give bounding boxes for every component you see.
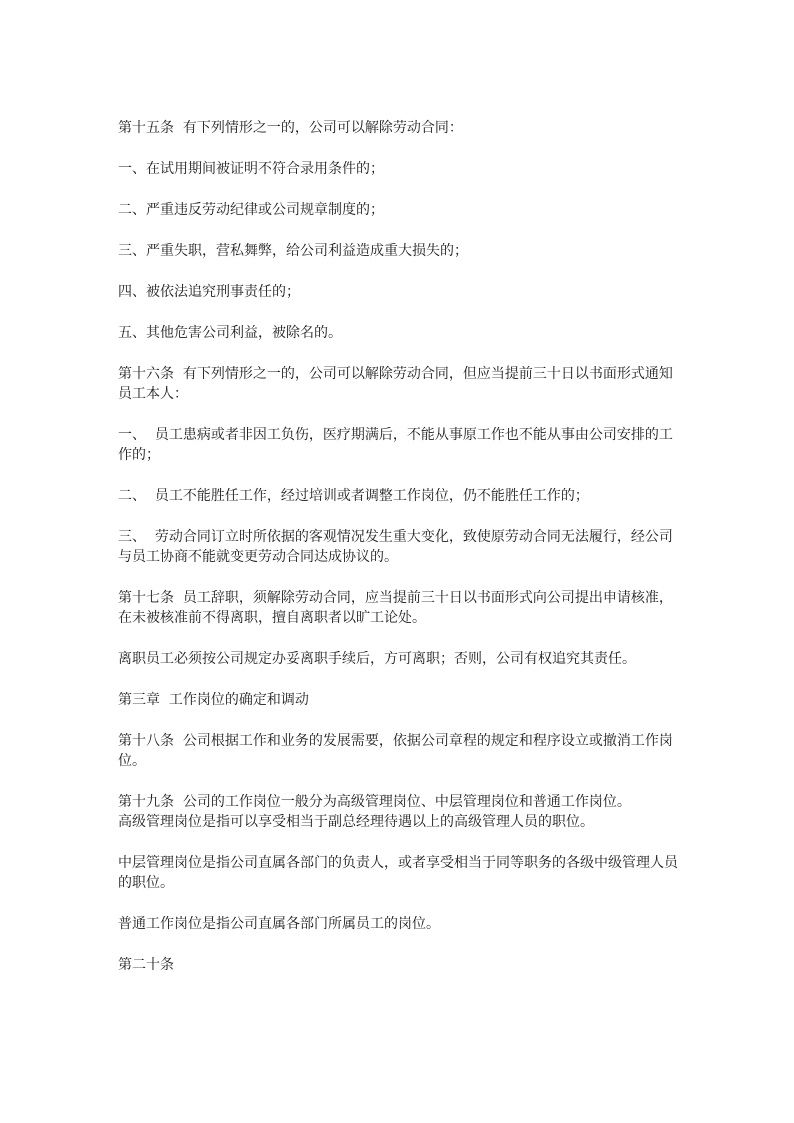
article-17: 第十七条 员工辞职，须解除劳动合同，应当提前三十日以书面形式向公司提出申请核准，在未被核准前不得离职，擅自离职者以旷工论处。 bbox=[118, 590, 673, 626]
article-15-heading: 第十五条 有下列情形之一的，公司可以解除劳动合同： bbox=[118, 120, 463, 136]
article-16-heading: 第十六条 有下列情形之一的，公司可以解除劳动合同，但应当提前三十日以书面形式通知员工本人： bbox=[118, 366, 673, 402]
article-15-item-2: 二、严重违反劳动纪律或公司规章制度的； bbox=[118, 202, 384, 218]
article-16-item-1: 一、 员工患病或者非因工负伤，医疗期满后，不能从事原工作也不能从事由公司安排的工作的； bbox=[118, 427, 673, 463]
article-19: 第十九条 公司的工作岗位一般分为高级管理岗位、中层管理岗位和普通工作岗位。 bbox=[118, 794, 631, 810]
article-18: 第十八条 公司根据工作和业务的发展需要，依据公司章程的规定和程序设立或撤消工作岗位。 bbox=[118, 733, 673, 769]
article-15-item-1: 一、在试用期间被证明不符合录用条件的； bbox=[118, 161, 384, 177]
article-15-item-4: 四、被依法追究刑事责任的； bbox=[118, 284, 300, 300]
chapter-3-title: 第三章 工作岗位的确定和调动 bbox=[118, 692, 309, 708]
senior-management-definition: 高级管理岗位是指可以享受相当于副总经理待遇以上的高级管理人员的职位。 bbox=[118, 814, 594, 830]
article-20-heading: 第二十条 bbox=[118, 957, 174, 973]
general-position-definition: 普通工作岗位是指公司直属各部门所属员工的岗位。 bbox=[118, 916, 440, 932]
middle-management-definition: 中层管理岗位是指公司直属各部门的负责人，或者享受相当于同等职务的各级中级管理人员的职位。 bbox=[118, 855, 678, 891]
resignation-procedure: 离职员工必须按公司规定办妥离职手续后，方可离职；否则，公司有权追究其责任。 bbox=[118, 651, 636, 667]
document-page bbox=[118, 118, 680, 996]
article-15-item-5: 五、其他危害公司利益，被除名的。 bbox=[118, 325, 342, 341]
article-16-item-3: 三、 劳动合同订立时所依据的客观情况发生重大变化，致使原劳动合同无法履行，经公司与员工协商不能就变更劳动合同达成协议的。 bbox=[118, 529, 673, 565]
article-15-item-3: 三、严重失职，营私舞弊，给公司利益造成重大损失的； bbox=[118, 243, 468, 259]
article-16-item-2: 二、 员工不能胜任工作，经过培训或者调整工作岗位，仍不能胜任工作的； bbox=[118, 488, 589, 504]
